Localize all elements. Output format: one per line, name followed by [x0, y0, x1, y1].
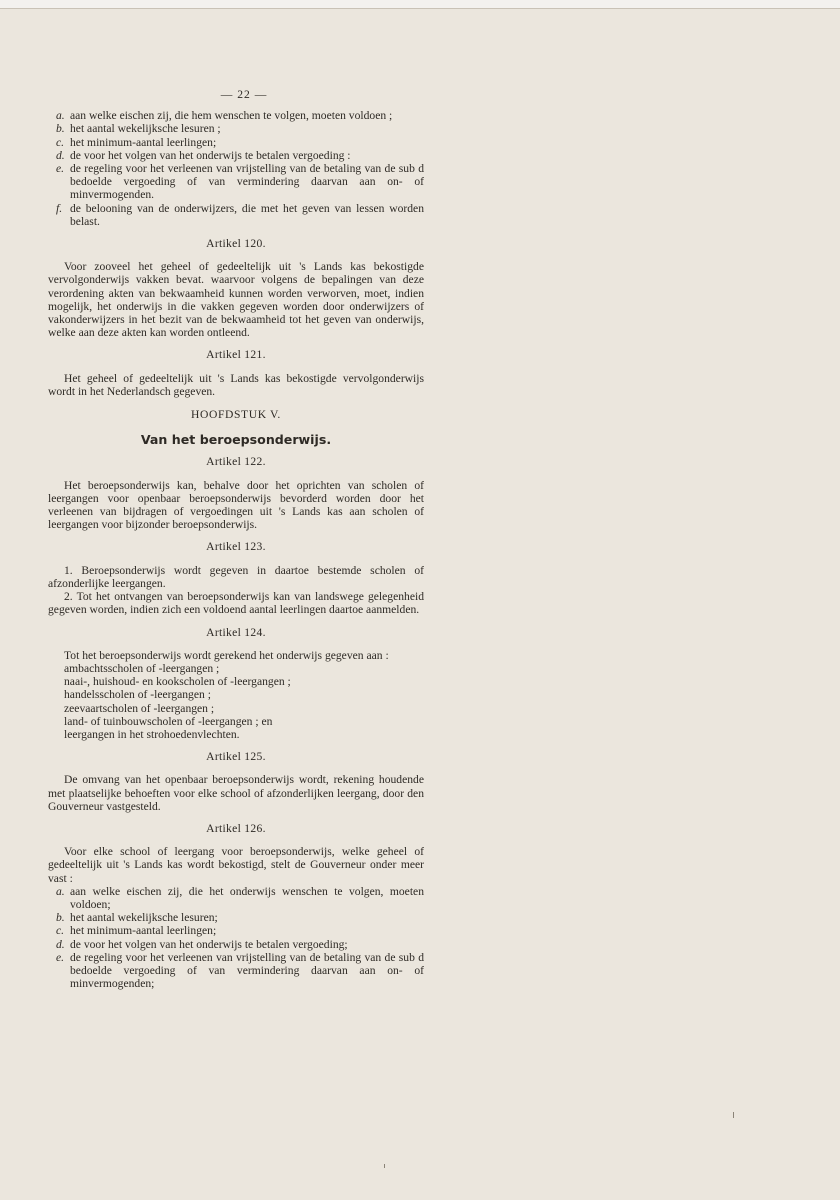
article-paragraph: Voor elke school of leergang voor beroepsonderwijs, welke geheel of gedeeltelijk uit 's Lands kas wordt bekostigd, stelt de Gouverneur onder meer vast : [48, 845, 424, 885]
list-item: land- of tuinbouwscholen of -leergangen ; en [64, 714, 273, 728]
list-item: f. de belooning van de onderwijzers, die met het geven van lessen worden belast. [56, 201, 424, 228]
list-item: b. het aantal wekelijksche lesuren ; [56, 122, 221, 136]
article-heading: Artikel 120. [206, 237, 266, 251]
list-item: d. de voor het volgen van het onderwijs te betalen vergoeding : [56, 148, 351, 162]
page-number: — 22 — [220, 88, 268, 101]
article-paragraph: Het beroepsonderwijs kan, behalve door het oprichten van scholen of leergangen voor openbaar beroepsonderwijs bevorderd worden door het verleenen van bijdragen of vergoedingen uit 's Lands kas aan scholen of leergangen voor bijzonder beroepsonderwijs. [48, 478, 424, 532]
document-text [48, 88, 424, 990]
article-paragraph: 1. Beroepsonderwijs wordt gegeven in daartoe bestemde scholen of afzonderlijke leergangen. [48, 563, 424, 590]
article-heading: Artikel 125. [206, 750, 266, 764]
article-heading: Artikel 126. [206, 821, 266, 835]
list-item: b. het aantal wekelijksche lesuren; [56, 911, 218, 925]
list-item: naai-, huishoud- en kookscholen of -leergangen ; [64, 675, 291, 689]
article-heading: Artikel 121. [206, 348, 266, 362]
article-heading: Artikel 124. [206, 625, 266, 639]
list-item: a. aan welke eischen zij, die hem wenschen te volgen, moeten voldoen ; [56, 109, 393, 123]
list-item: leergangen in het strohoedenvlechten. [64, 727, 240, 741]
list-item: e. de regeling voor het verleenen van vrijstelling van de betaling van de sub d bedoelde vergoeding of van vermindering daarvan aan on- of minvermogenden; [56, 950, 424, 991]
article-paragraph: 2. Tot het ontvangen van beroepsonderwijs kan van landswege gelegenheid gegeven worden, indien zich een voldoend aantal leerlingen daartoe aanmelden. [48, 590, 424, 617]
list-item: e. de regeling voor het verleenen van vrijstelling van de betaling van de sub d bedoelde vergoeding of van vermindering daarvan aan on- of minvermogenden. [56, 162, 424, 202]
article-paragraph: Tot het beroepsonderwijs wordt gerekend het onderwijs gegeven aan : [64, 648, 389, 662]
scan-top-edge [0, 0, 840, 9]
paper-speck [733, 1112, 734, 1118]
article-paragraph: Voor zooveel het geheel of gedeeltelijk uit 's Lands kas bekostigde vervolgonderwijs vakken bevat. waarvoor volgens de bepalingen van deze verordening akten van bekwaamheid kunnen worden verworven, moet, indien mogelijk, het onderwijs in die vakken gegeven worden door onderwijzers of vakonderwijzers in het bezit van de bekwaamheid tot het geven van onderwijs, welke aan deze akten kan worden ontleend. [48, 260, 424, 340]
paper-speck [384, 1164, 385, 1168]
list-item: zeevaartscholen of -leergangen ; [64, 701, 215, 715]
list-item: d. de voor het volgen van het onderwijs te betalen vergoeding; [56, 937, 348, 951]
list-item: a. aan welke eischen zij, die het onderwijs wenschen te volgen, moeten voldoen; [56, 884, 424, 911]
list-item: ambachtsscholen of -leergangen ; [64, 661, 220, 675]
article-heading: Artikel 122. [206, 455, 266, 469]
chapter-title: Van het beroepsonderwijs. [140, 432, 332, 448]
chapter-heading: HOOFDSTUK V. [191, 408, 281, 422]
list-item: handelsscholen of -leergangen ; [64, 688, 211, 702]
article-heading: Artikel 123. [206, 540, 266, 554]
list-item: c. het minimum-aantal leerlingen; [56, 135, 217, 149]
article-paragraph: De omvang van het openbaar beroepsonderwijs wordt, rekening houdende met plaatselijke behoeften voor elke school of afzonderlijken leergang, door den Gouverneur vastgesteld. [48, 773, 424, 813]
list-item: c. het minimum-aantal leerlingen; [56, 924, 217, 938]
article-paragraph: Het geheel of gedeeltelijk uit 's Lands kas bekostigde vervolgonderwijs wordt in het Nederlandsch gegeven. [48, 371, 424, 398]
